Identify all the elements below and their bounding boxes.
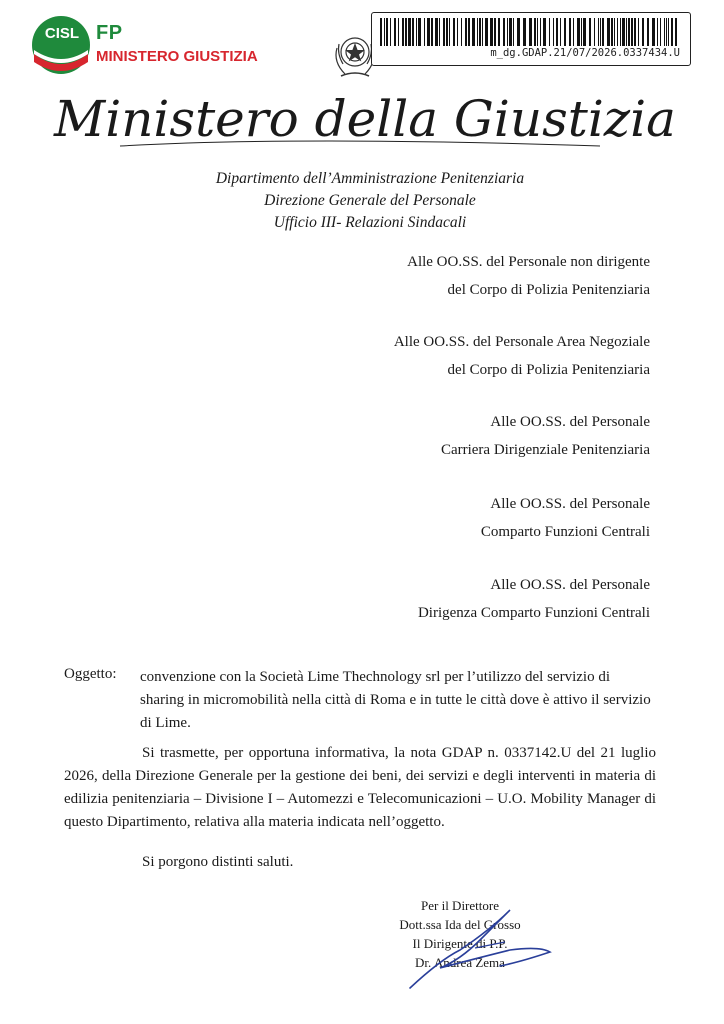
barcode-bar xyxy=(543,18,546,46)
barcode-bar xyxy=(537,18,538,46)
barcode-bar xyxy=(380,18,382,46)
recipient-line: Alle OO.SS. del Personale non dirigente xyxy=(407,254,650,270)
recipient-line: del Corpo di Polizia Penitenziaria xyxy=(447,282,650,298)
handwritten-signature xyxy=(380,890,570,1000)
barcode-bar xyxy=(507,18,508,46)
recipient-block xyxy=(481,490,650,546)
recipient-line: Alle OO.SS. del Personale Area Negoziale xyxy=(393,334,650,350)
directorate-line: Direzione Generale del Personale xyxy=(264,192,476,209)
barcode-bar xyxy=(412,18,414,46)
barcode-bar xyxy=(439,18,440,46)
barcode-bar xyxy=(617,18,618,46)
protocol-stamp xyxy=(371,12,691,66)
barcode-bar xyxy=(549,18,550,46)
barcode-bar xyxy=(647,18,649,46)
barcode-bar xyxy=(638,18,639,46)
barcode-bar xyxy=(479,18,481,46)
barcode-bar xyxy=(490,18,493,46)
signature-line: Dr. Andrea Zema xyxy=(415,955,505,970)
barcode-bar xyxy=(386,18,388,46)
recipient-block xyxy=(441,408,650,464)
barcode-bar xyxy=(384,18,385,46)
barcode-bar xyxy=(583,18,586,46)
barcode-bar xyxy=(513,18,514,46)
barcode-bar xyxy=(529,18,532,46)
recipient-block xyxy=(394,328,650,384)
barcode-bar xyxy=(485,18,488,46)
barcode-bar xyxy=(408,18,411,46)
barcode-bar xyxy=(443,18,445,46)
barcode-bar xyxy=(534,18,536,46)
signature-line: Il Dirigente di P.P. xyxy=(412,936,508,951)
signature-line: Dott.ssa Ida del Grosso xyxy=(399,917,521,932)
barcode-bar xyxy=(517,18,520,46)
barcode-bar xyxy=(581,18,582,46)
closing-line: Si porgono distinti saluti. xyxy=(142,854,294,870)
recipient-line: Carriera Dirigenziale Penitenziaria xyxy=(440,442,650,458)
barcode-bar xyxy=(503,18,505,46)
office-line: Ufficio III- Relazioni Sindacali xyxy=(273,214,467,231)
barcode-bar xyxy=(498,18,500,46)
barcode-bar xyxy=(402,18,404,46)
body-paragraph: Si trasmette, per opportuna informativa, la nota GDAP n. 0337142.U del 21 luglio 2026, della Direzione Generale per la gestione dei beni, dei servizi e degli interventi in materia di edilizia penitenziaria – Divisione I – Automezzi e Telecomunicazioni – U.O. Mobility Manager di questo Dipartimento, relativa alla materia indicata nell’oggetto. xyxy=(64,745,656,830)
barcode-bar xyxy=(560,18,561,46)
barcode-bar xyxy=(468,18,470,46)
recipient-line: Alle OO.SS. del Personale xyxy=(490,414,650,430)
barcode-bar xyxy=(556,18,558,46)
barcode-bar xyxy=(435,18,438,46)
barcode-bar xyxy=(600,18,601,46)
barcode-bar xyxy=(594,18,595,46)
barcode-bar xyxy=(431,18,433,46)
barcode-bar xyxy=(477,18,478,46)
barcode-bar xyxy=(668,18,669,46)
barcode-bar xyxy=(494,18,496,46)
barcode-bar xyxy=(509,18,512,46)
barcode-bar xyxy=(465,18,467,46)
barcode-bar xyxy=(634,18,636,46)
barcode-bar xyxy=(523,18,526,46)
barcode-bar xyxy=(461,18,462,46)
cisl-ministry-label: MINISTERO GIUSTIZIA xyxy=(96,48,258,65)
protocol-number: m_dg.GDAP.21/07/2026.0337434.U xyxy=(490,47,680,59)
subject-text: convenzione con la Società Lime Thechnology srl per l’utilizzo del servizio di sharing in micromobilità nella città di Roma e in tutte le città dove è attivo il servizio di Lime. xyxy=(140,669,651,731)
barcode-icon xyxy=(380,18,682,46)
recipient-block xyxy=(407,248,650,304)
barcode-bar xyxy=(652,18,655,46)
barcode-bar xyxy=(660,18,661,46)
barcode-bar xyxy=(577,18,580,46)
barcode-bar xyxy=(620,18,621,46)
recipient-line: Dirigenza Comparto Funzioni Centrali xyxy=(417,605,650,621)
ministry-title-text: Ministero della Giustizia xyxy=(54,90,676,148)
barcode-bar xyxy=(457,18,458,46)
barcode-bar xyxy=(589,18,591,46)
recipient-line: Alle OO.SS. del Personale xyxy=(490,496,650,512)
recipient-line: Alle OO.SS. del Personale xyxy=(490,577,650,593)
barcode-bar xyxy=(449,18,450,46)
barcode-bar xyxy=(657,18,658,46)
barcode-bar xyxy=(446,18,448,46)
barcode-bar xyxy=(607,18,610,46)
recipient-line: del Corpo di Polizia Penitenziaria xyxy=(447,362,650,378)
barcode-bar xyxy=(569,18,571,46)
signature-line: Per il Direttore xyxy=(421,898,499,913)
barcode-bar xyxy=(540,18,541,46)
barcode-bar xyxy=(622,18,625,46)
barcode-bar xyxy=(598,18,599,46)
barcode-bar xyxy=(642,18,644,46)
barcode-bar xyxy=(666,18,667,46)
barcode-bar xyxy=(611,18,613,46)
subject-label: Oggetto: xyxy=(64,666,117,682)
barcode-bar xyxy=(472,18,475,46)
barcode-bar xyxy=(675,18,677,46)
barcode-bar xyxy=(628,18,630,46)
barcode-bar xyxy=(398,18,399,46)
barcode-bar xyxy=(553,18,554,46)
barcode-bar xyxy=(390,18,391,46)
barcode-bar xyxy=(418,18,421,46)
ministry-title xyxy=(0,84,724,164)
barcode-bar xyxy=(573,18,574,46)
department-line: Dipartimento dell’Amministrazione Penitenziaria xyxy=(215,170,525,187)
barcode-bar xyxy=(664,18,665,46)
cisl-brand-text: CISL xyxy=(44,25,80,42)
barcode-bar xyxy=(482,18,483,46)
cisl-logo xyxy=(30,14,92,76)
barcode-bar xyxy=(631,18,633,46)
barcode-bar xyxy=(427,18,430,46)
barcode-bar xyxy=(405,18,407,46)
barcode-bar xyxy=(416,18,417,46)
barcode-bar xyxy=(394,18,396,46)
recipient-line: Comparto Funzioni Centrali xyxy=(480,524,650,540)
barcode-bar xyxy=(671,18,673,46)
barcode-bar xyxy=(453,18,455,46)
barcode-bar xyxy=(424,18,425,46)
barcode-bar xyxy=(626,18,627,46)
recipient-block xyxy=(418,571,650,627)
cisl-fp-label: FP xyxy=(96,22,123,44)
barcode-bar xyxy=(564,18,566,46)
barcode-bar xyxy=(614,18,615,46)
barcode-bar xyxy=(602,18,604,46)
